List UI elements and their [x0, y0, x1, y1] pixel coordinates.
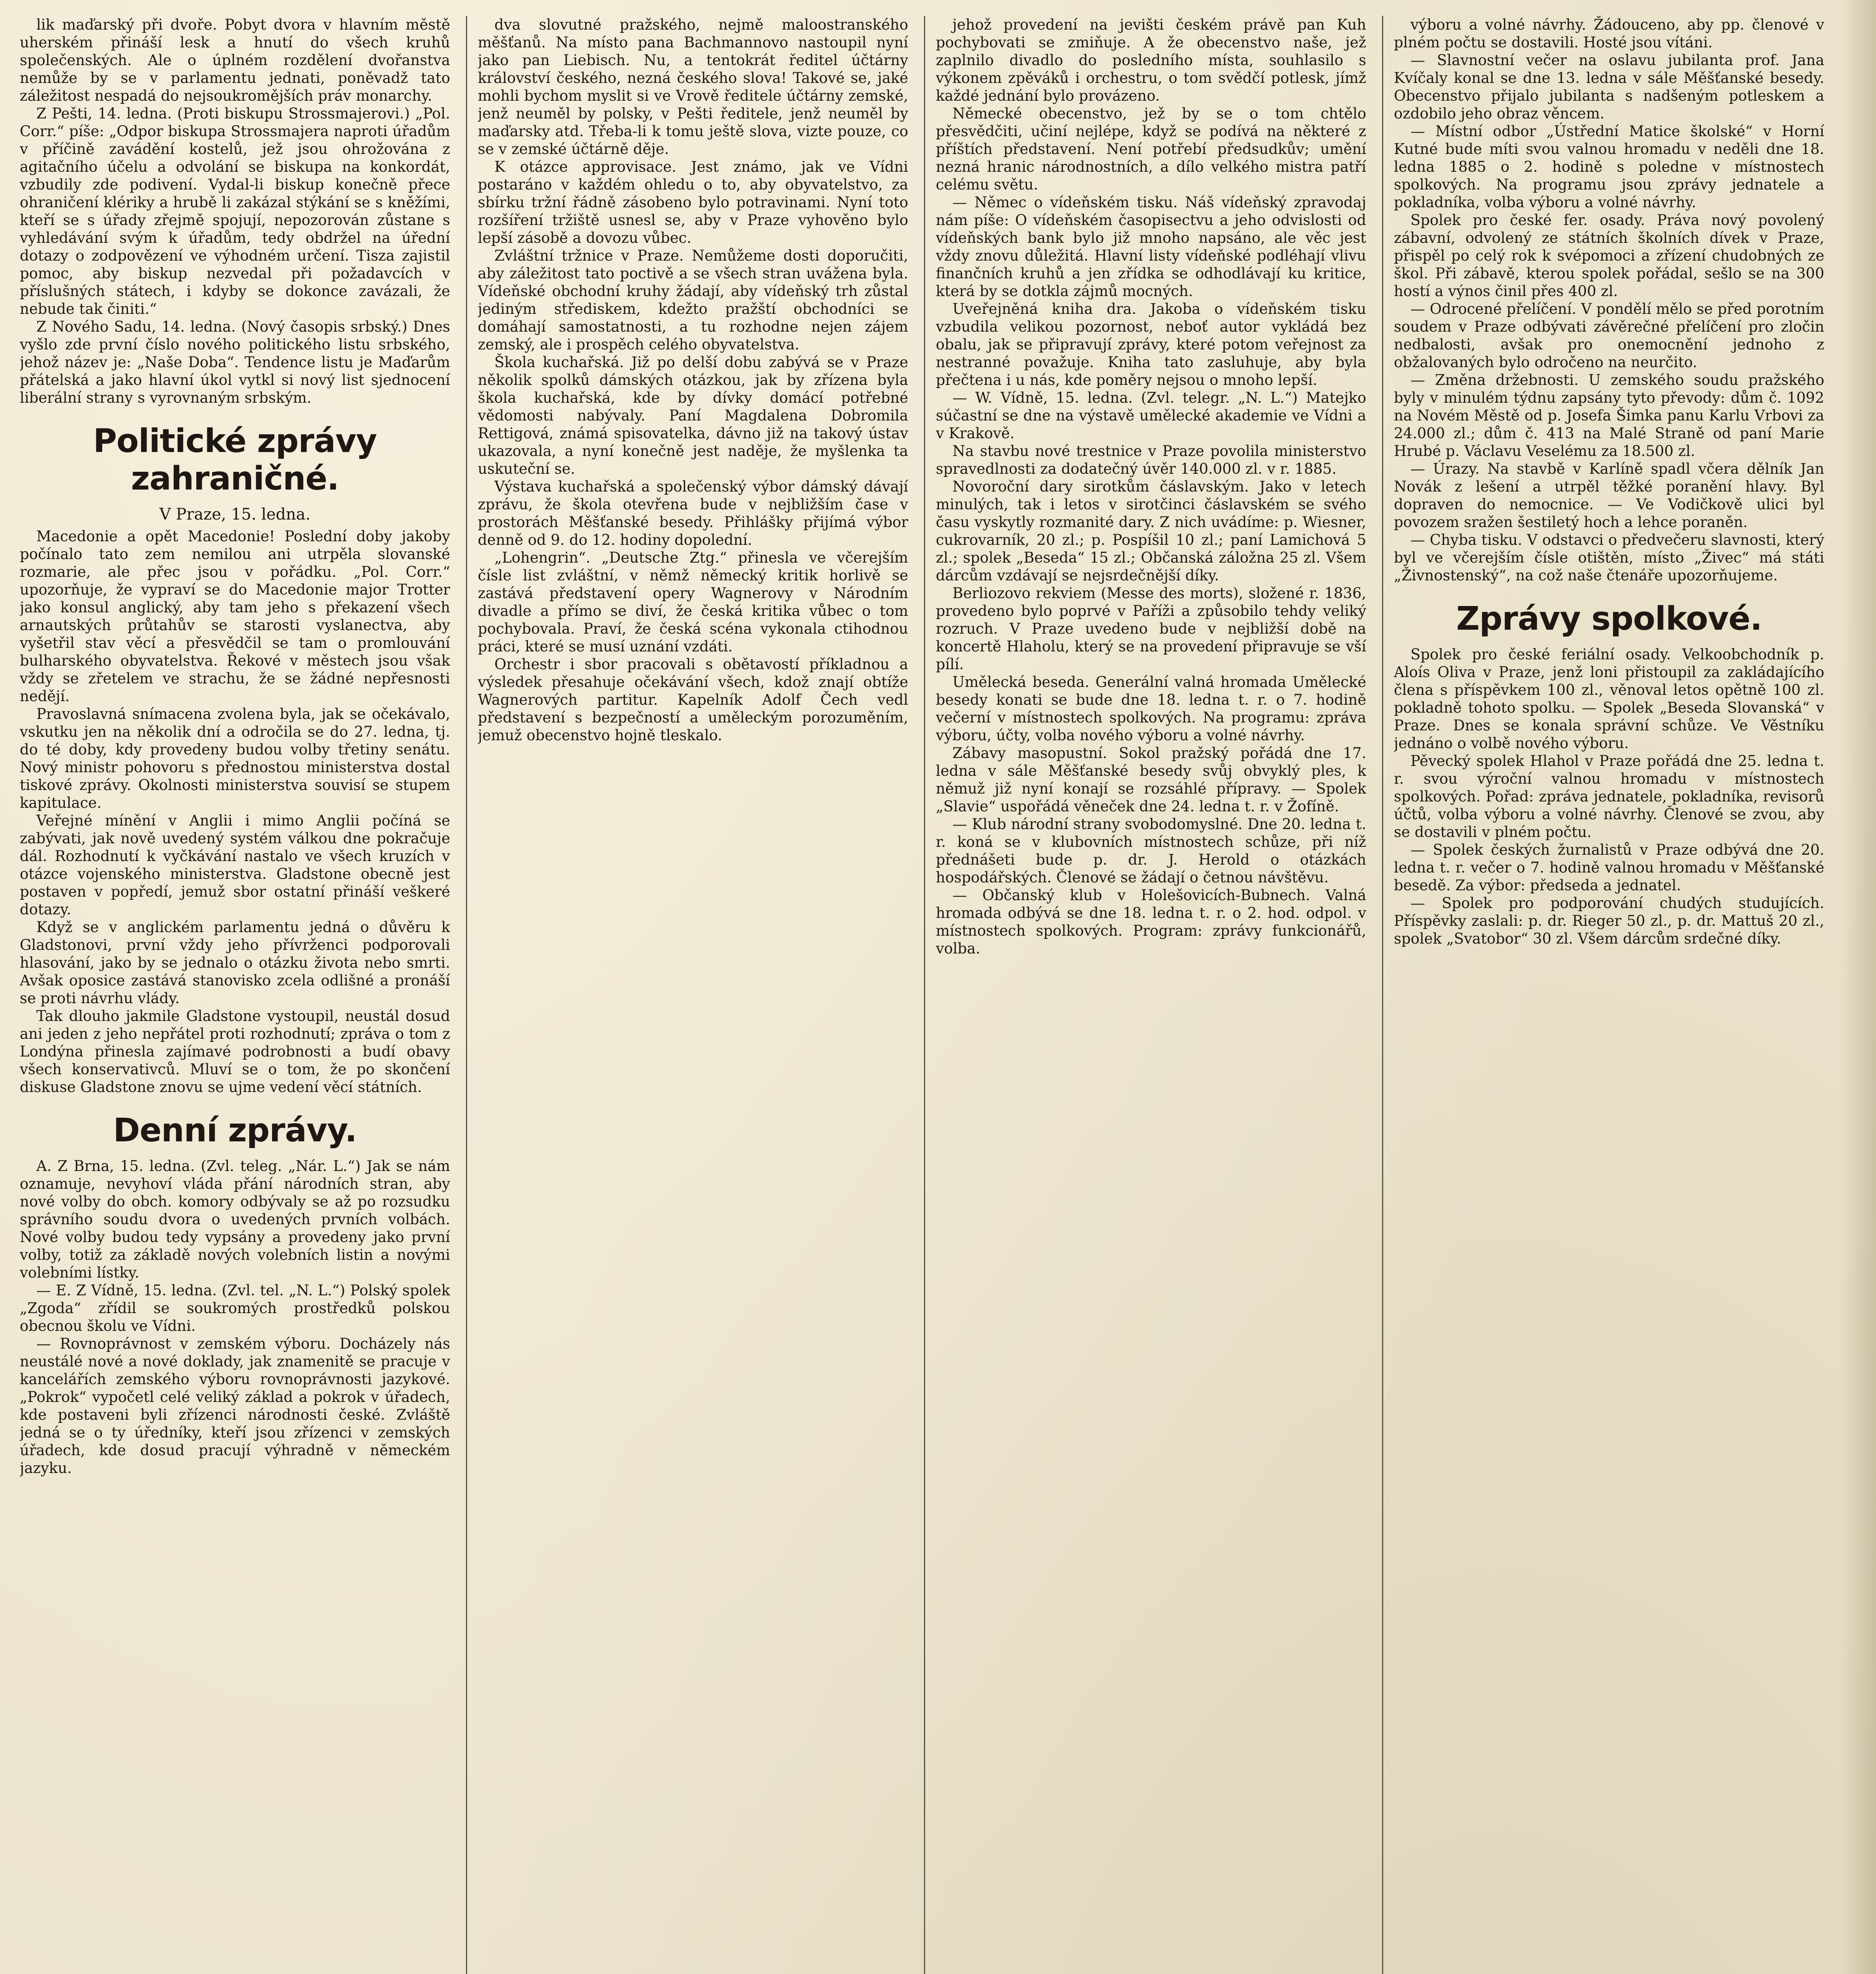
article-paragraph: výboru a volné návrhy. Žádouceno, aby pp. členové v plném počtu se dostavili. Hosté jsou vítáni. [1394, 16, 1824, 51]
article-paragraph: — E. Z Vídně, 15. ledna. (Zvl. tel. „N. L.“) Polský spolek „Zgoda“ zřídil se soukromých prostředků polskou obecnou školu ve Vídni. [20, 1282, 450, 1334]
article-paragraph: Škola kuchařská. Již po delší dobu zabývá se v Praze několik spolků dámských otázkou, jak by zřízena byla škola kuchařská, kde by dívky domácí potřebné vědomosti nabývaly. Paní Magdalena Dobromila Rettigová, známá spisovatelka, dávno již na takový ústav ukazovala, a nyní konečně jest naděje, že myšlenka ta uskuteční se. [478, 354, 908, 477]
article-paragraph: Macedonie a opět Macedonie! Poslední doby jakoby počínalo tato zem nemilou ani utrpěla slovanské rozmarie, ale přec jsou v pořádku. „Pol. Corr.“ upozorňuje, že vypraví se do Macedonie major Trotter jako konsul anglický, aby tam jeho s překazení všech arnautských průtahův se starosti vyslanectva, aby vyšetřil stav věcí a přesvědčil se tam o promlouvání bulharského obyvatelstva. Řekové v městech jsou však vždy se zřetelem ve strachu, že se žádné nepřesnosti nedějí. [20, 528, 450, 705]
article-paragraph: — Úrazy. Na stavbě v Karlíně spadl včera dělník Jan Novák z lešení a utrpěl těžké poranění hlavy. Byl dopraven do nemocnice. — Ve Vodičkově ulici byl povozem sražen šestiletý hoch a lehce poraněn. [1394, 460, 1824, 531]
article-paragraph: — Odrocené přelíčení. V pondělí mělo se před porotním soudem v Praze odbývati závěrečné přelíčení pro zločin nedbalosti, avšak pro onemocnění jednoho z obžalovaných bylo odročeno na neurčito. [1394, 300, 1824, 371]
article-paragraph: — Slavnostní večer na oslavu jubilanta prof. Jana Kvíčaly konal se dne 13. ledna v sále Měšťanské besedy. Obecenstvo přijalo jubilanta s nadšeným potleskem a ozdobilo jeho obraz věncem. [1394, 52, 1824, 122]
article-paragraph: Když se v anglickém parlamentu jedná o důvěru k Gladstonovi, první vždy jeho přívrženci podporovali hlasování, jako by se jednalo o otázku života nebo smrti. Avšak oposice zastává stanovisko zcela odlišné a pronáší se proti návrhu vlády. [20, 919, 450, 1007]
article-paragraph: — Rovnoprávnost v zemském výboru. Docházely nás neustálé nové a nové doklady, jak znamenitě se pracuje v kancelářích zemského výboru rovnoprávnosti jazykové. „Pokrok“ vypočetl celé veliký základ a pokrok v úřadech, kde postaveni byli zřízenci národnosti české. Zvláště jedná se o ty úředníky, kteří jsou zřízenci v zemských úřadech, kde dosud pracují výhradně v německém jazyku. [20, 1335, 450, 1477]
article-paragraph: Novoroční dary sirotkům čáslavským. Jako v letech minulých, tak i letos v sirotčinci čáslavském se svého času vyskytly rozmanité dary. Z nich uvádíme: p. Wiesner, cukrovarník, 20 zl.; p. Pospíšil 10 zl.; paní Lamichová 5 zl.; spolek „Beseda“ 15 zl.; Občanská záložna 25 zl. Všem dárcům vzdávají se nejsrdečnější díky. [936, 478, 1366, 584]
article-paragraph: Německé obecenstvo, jež by se o tom chtělo přesvědčiti, učiní nejlépe, když se podívá na některé z příštích představení. Není potřebí předsudkův; umění nezná hranic národnostních, a dílo velkého mistra patří celému světu. [936, 105, 1366, 193]
article-paragraph: — Spolek českých žurnalistů v Praze odbývá dne 20. ledna t. r. večer o 7. hodině valnou hromadu v Měšťanské besedě. Za výbor: předseda a jednatel. [1394, 841, 1824, 894]
article-paragraph: Veřejné mínění v Anglii i mimo Anglii počíná se zabývati, jak nově uvedený systém válkou dne pokračuje dál. Rozhodnutí k vyčkávání nastalo ve všech kruzích v otázce vojenského ministerstva. Gladstone obecně jest postaven v popředí, jemuž sbor ostatní přináší veškeré dotazy. [20, 812, 450, 918]
article-paragraph: Z Pešti, 14. ledna. (Proti biskupu Strossmajerovi.) „Pol. Corr.“ píše: „Odpor biskupa Strossmajera naproti úřadům v příčině zavádění kostelů, jež jsou ohrožována z agitačního účelu a odvolání se biskupa na konkordát, vzbudily zde podivení. Vydal-li biskup konečně přece ohraničení klériky a hrubě li zakázal stýkání se s kněžími, kteří se s úřady zřejmě spojují, nepozorován zůstane s vyhledávání svým k úřadům, tedy obdržel na úřední dotazy o zodpovězení ve výhodném určení. Tisza zajistil pomoc, aby biskup nezvedal při požadavcích v příslušných státech, i kdyby se dokonce zavázali, že nebude tak činiti.“ [20, 105, 450, 317]
section-heading: Zprávy spolkové. [1456, 600, 1762, 638]
article-paragraph: Pravoslavná snímacena zvolena byla, jak se očekávalo, vskutku jen na několik dní a odročila se do 27. ledna, tj. do té doby, kdy provedeny budou volby třetiny senátu. Nový ministr pohovoru s přednostou ministerstva dostal tiskové zprávy. Okolnosti ministerstva souvisí se stupem kapitulace. [20, 706, 450, 811]
article-paragraph: Umělecká beseda. Generální valná hromada Umělecké besedy konati se bude dne 18. ledna t. r. o 7. hodině večerní v místnostech spolkových. Na programu: zpráva výboru, účty, volba nového výboru a volné návrhy. [936, 674, 1366, 744]
column-1 [20, 16, 450, 1974]
column-2 [478, 16, 908, 1974]
article-paragraph: — Klub národní strany svobodomyslné. Dne 20. ledna t. r. koná se v klubovních místnostech schůze, při níž přednášeti bude p. dr. J. Herold o otázkách hospodářských. Členové se žádají o četnou návštěvu. [936, 816, 1366, 886]
column-4-content [1394, 16, 1824, 948]
article-paragraph: Na stavbu nové trestnice v Praze povolila ministerstvo spravedlnosti za dodatečný úvěr 140.000 zl. v r. 1885. [936, 443, 1366, 477]
article-paragraph: Pěvecký spolek Hlahol v Praze pořádá dne 25. ledna t. r. svou výroční valnou hromadu v místnostech spolkových. Pořad: zpráva jednatele, pokladníka, revisorů účtů, volba výboru a volné návrhy. Členové se zvou, aby se dostavili v plném počtu. [1394, 752, 1824, 841]
article-paragraph: — Místní odbor „Ústřední Matice školské“ v Horní Kutné bude míti svou valnou hromadu v neděli dne 18. ledna 1885 o 2. hodině s poledne v místnostech spolkových. Na programu jsou zprávy jednatele a pokladníka, volba výboru a volné návrhy. [1394, 123, 1824, 211]
column-3 [936, 16, 1366, 1974]
article-paragraph: jehož provedení na jevišti českém právě pan Kuh pochybovati se zmiňuje. A že obecenstvo naše, jež zaplnilo divadlo do posledního místa, souhlasilo s výkonem zpěváků i orchestru, o tom svědčí potlesk, jímž každé jednání bylo provázeno. [936, 16, 1366, 104]
article-paragraph: — Chyba tisku. V odstavci o předvečeru slavnosti, který byl ve včerejším čísle otištěn, místo „Živec“ má státi „Živnostenský“, na což naše čtenáře upozorňujeme. [1394, 531, 1824, 584]
article-paragraph: Výstava kuchařská a společenský výbor dámský dávají zprávu, že škola otevřena bude v nejbližším čase v prostorách Měšťanské besedy. Přihlášky přijímá výbor denně od 9. do 12. hodiny dopolední. [478, 478, 908, 548]
article-paragraph: Uveřejněná kniha dra. Jakoba o vídeňském tisku vzbudila velikou pozornost, neboť autor vykládá bez obalu, jak se připravují zprávy, které potom veřejnost za nestranné považuje. Kniha tato zasluhuje, aby byla přečtena i u nás, kde poměry nejsou o mnoho lepší. [936, 300, 1366, 388]
article-paragraph: Berliozovo rekviem (Messe des morts), složené r. 1836, provedeno bylo poprvé v Paříži a způsobilo tehdy veliký rozruch. V Praze uvedeno bude v nejbližší době na koncertě Hlaholu, který se na provedení připravuje se vší pílí. [936, 585, 1366, 673]
page-spine-shadow [1840, 0, 1876, 1974]
article-paragraph: Zábavy masopustní. Sokol pražský pořádá dne 17. ledna v sále Měšťanské besedy svůj obvyklý ples, k němuž již nyní konají se rozsáhlé přípravy. — Spolek „Slavie“ uspořádá věneček dne 24. ledna t. r. v Žofíně. [936, 745, 1366, 815]
column-rule-3 [1382, 16, 1383, 1974]
column-4 [1394, 16, 1824, 1974]
article-paragraph: Spolek pro české feriální osady. Velkoobchodník p. Aloís Oliva v Praze, jenž loni přistoupil za zakládajícího člena s příspěvkem 100 zl., věnoval letos opětně 100 zl. pokladně tohoto spolku. — Spolek „Beseda Slovanská“ v Praze. Dnes se konala správní schůze. Ve Věstníku jednáno o volbě nového výboru. [1394, 646, 1824, 752]
article-paragraph: Tak dlouho jakmile Gladstone vystoupil, neustál dosud ani jeden z jeho nepřátel proti rozhodnutí; zpráva o tom z Londýna přinesla zajímavé podrobnosti a budí obavy všech konservativců. Mluví se o tom, že po skončení diskuse Gladstone znovu se ujme vedení věcí státních. [20, 1008, 450, 1096]
article-paragraph: — Němec o vídeňském tisku. Náš vídeňský zpravodaj nám píše: O vídeňském časopisectvu a jeho odvislosti od vídeňských bank bylo již mnoho napsáno, ale věc jest vždy znovu důležitá. Hlavní listy vídeňské podléhají vlivu finančních kruhů a jen zřídka se odhodlávají ku kritice, která by se dotkla zájmů mocných. [936, 194, 1366, 300]
article-paragraph: Z Nového Sadu, 14. ledna. (Nový časopis srbský.) Dnes vyšlo zde první číslo nového politického listu srbského, jehož název je: „Naše Doba“. Tendence listu je Maďarům přátelská a jako hlavní úkol vytkl si nový list sjednocení liberální strany s vyrovnaným srbským. [20, 318, 450, 406]
article-paragraph: lik maďarský při dvoře. Pobyt dvora v hlavním městě uherském přináší lesk a hnutí do všech kruhů společenských. Ale o úplném rozdělení dvořanstva nemůže by se v parlamentu jednati, poněvadž tato záležitost nespadá do nejsoukromějších práv monarchy. [20, 16, 450, 104]
article-paragraph: — Spolek pro podporování chudých studujících. Příspěvky zaslali: p. dr. Rieger 50 zl., p. dr. Mattuš 20 zl., spolek „Svatobor“ 30 zl. Všem dárcům srdečné díky. [1394, 895, 1824, 947]
column-2-content [478, 16, 908, 744]
column-1-content [20, 16, 450, 1477]
article-paragraph: „Lohengrin“. „Deutsche Ztg.“ přinesla ve včerejším čísle list zvláštní, v němž německý kritik horlivě se zastává představení opery Wagnerovy v Národním divadle a přímo se diví, že česká kritika vůbec o tom pochybovala. Praví, že česká scéna vykonala ctihodnou práci, které se musí uznání vzdáti. [478, 549, 908, 655]
article-paragraph: — Občanský klub v Holešovicích-Bubnech. Valná hromada odbývá se dne 18. ledna t. r. o 2. hod. odpol. v místnostech spolkových. Program: zprávy funkcionářů, volba. [936, 887, 1366, 957]
column-rule-1 [466, 16, 467, 1974]
column-rule-2 [924, 16, 925, 1974]
section-heading: Politické zprávy zahraničné. [93, 422, 377, 497]
article-paragraph: K otázce approvisace. Jest známo, jak ve Vídni postaráno v každém ohledu o to, aby obyvatelstvo, za sbírku tržní řádně zásobeno bylo potravinami. Nyní toto rozšíření tržiště usnesl se, aby v Praze vyhověno bylo lepší zásobě a dovozu vůbec. [478, 158, 908, 246]
dateline: V Praze, 15. ledna. [159, 505, 311, 524]
article-paragraph: dva slovutné pražského, nejmě maloostranského měšťanů. Na místo pana Bachmannovo nastoupil nyní jako pan Liebisch. Nu, a tentokrát ředitel účtárny království českého, nezná českého slova! Takové se, jaké mohli bychom myslit si ve Vrově ředitele účtárny zemské, jenž neuměl by polsky, v Pešti ředitele, jenž neuměl by maďarsky atd. Třeba-li k tomu ještě slova, vizte pouze, co se v zemské účtárně děje. [478, 16, 908, 158]
article-paragraph: Spolek pro české fer. osady. Práva nový povolený zábavní, odvolený ze státních školních dívek v Praze, přispěl po celý rok k svépomoci a zřízení chudobných ze škol. Při zábavě, kterou spolek pořádal, sešlo se na 300 hostí a výnos činil přes 400 zl. [1394, 212, 1824, 300]
section-heading: Denní zprávy. [113, 1112, 357, 1149]
article-paragraph: A. Z Brna, 15. ledna. (Zvl. teleg. „Nár. L.“) Jak se nám oznamuje, nevyhoví vláda přání národních stran, aby nové volby do obch. komory odbývaly se až po rozsudku správního soudu dvora o uvedených prvních volbách. Nové volby budou tedy vypsány a provedeny jako první volby, totiž za základě nových volebních listin a novými volebními lístky. [20, 1158, 450, 1281]
article-paragraph: Orchestr i sbor pracovali s obětavostí příkladnou a výsledek přesahuje očekávání všech, kdož znají obtíže Wagnerových partitur. Kapelník Adolf Čech vedl představení s bezpečností a uměleckým porozuměním, jemuž obecenstvo hojně tleskalo. [478, 656, 908, 744]
article-paragraph: — Změna držebnosti. U zemského soudu pražského byly v minulém týdnu zapsány tyto převody: dům č. 1092 na Novém Městě od p. Josefa Šimka panu Karlu Vrbovi za 24.000 zl.; dům č. 413 na Malé Straně od paní Marie Hrubé p. Václavu Veselému za 18.500 zl. [1394, 372, 1824, 460]
article-paragraph: — W. Vídně, 15. ledna. (Zvl. telegr. „N. L.“) Matejko súčastní se dne na výstavě umělecké akademie ve Vídni a v Krakově. [936, 389, 1366, 442]
column-3-content [936, 16, 1366, 957]
article-paragraph: Zvláštní tržnice v Praze. Nemůžeme dosti doporučiti, aby záležitost tato poctivě a se všech stran uvážena byla. Vídeňské obchodní kruhy žádají, aby vídeňský trh zůstal jediným střediskem, kdežto pražští obchodníci se domáhají samostatnosti, a tu rozhodne nejen zájem zemský, ale i prospěch celého obyvatelstva. [478, 247, 908, 353]
